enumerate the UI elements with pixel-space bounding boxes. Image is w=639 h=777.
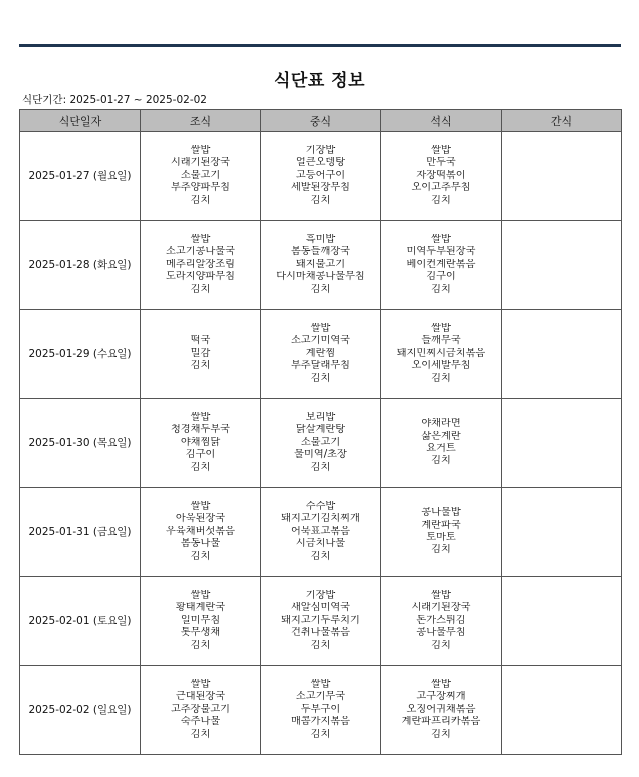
- menu-item: 시금치나물: [295, 538, 346, 550]
- menu-item: 김치: [190, 360, 211, 372]
- menu-item: 소불고기: [180, 169, 221, 181]
- snack-cell: [502, 666, 622, 755]
- menu-item: 계란파국: [421, 519, 461, 531]
- dinner-cell: [381, 310, 502, 399]
- menu-item: 기장밥: [305, 144, 336, 156]
- menu-item: 야채찜닭: [180, 436, 221, 448]
- menu-item: 일미무침: [180, 614, 221, 626]
- header-breakfast: 조식: [141, 110, 261, 132]
- menu-item: 쌀밥: [190, 233, 211, 245]
- dinner-cell: [381, 666, 502, 755]
- menu-item: 베이컨계란볶음: [406, 258, 476, 270]
- menu-item: 쌀밥: [310, 322, 331, 334]
- menu-item: 얼큰오뎅탕: [295, 157, 346, 169]
- menu-item: 보리밥: [305, 411, 336, 423]
- menu-item: 김치: [431, 455, 451, 467]
- header-lunch: 중식: [261, 110, 381, 132]
- menu-item: 요거트: [426, 443, 456, 454]
- menu-item: 김구이: [185, 449, 216, 461]
- menu-item: 도라지양파무침: [166, 271, 235, 283]
- menu-item: 떡국: [190, 335, 211, 347]
- menu-item: 근대된장국: [175, 691, 226, 703]
- menu-item: 김치: [431, 639, 451, 651]
- menu-item: 메추리알장조림: [166, 258, 235, 270]
- table-body: [20, 132, 622, 755]
- breakfast-cell: [141, 399, 261, 488]
- menu-item: 부추달래무침: [290, 360, 351, 372]
- menu-item: 자장떡볶이: [416, 169, 466, 181]
- menu-item: 쌀밥: [190, 500, 211, 512]
- menu-item: 쌀밥: [190, 144, 211, 156]
- menu-item: 황태계란국: [175, 602, 226, 614]
- menu-item: 수수밥: [305, 500, 336, 512]
- table-row: [20, 399, 622, 488]
- table-header-row: [20, 110, 622, 132]
- dinner-cell: [381, 577, 502, 666]
- menu-item: 시래기된장국: [411, 602, 471, 614]
- menu-item: 김치: [310, 639, 331, 651]
- date-cell: 2025-01-31 (금요일): [20, 488, 141, 577]
- menu-item: 봄동나물: [180, 538, 221, 550]
- table-row: [20, 488, 622, 577]
- menu-item: 두부구이: [300, 703, 341, 715]
- lunch-cell: [261, 577, 381, 666]
- menu-item: 미역두부된장국: [406, 246, 476, 258]
- menu-item: 건취나물볶음: [290, 627, 351, 639]
- menu-item: 흑미밥: [305, 233, 336, 245]
- menu-item: 쌀밥: [431, 678, 451, 690]
- menu-item: 콩나물무침: [416, 627, 466, 639]
- menu-item: 새알심미역국: [290, 602, 351, 614]
- menu-item: 쌀밥: [310, 678, 331, 690]
- menu-item: 고추장불고기: [170, 703, 231, 715]
- menu-item: 김치: [310, 372, 331, 384]
- menu-item: 밀감: [190, 347, 211, 359]
- menu-item: 오징어귀채볶음: [406, 703, 476, 715]
- menu-item: 세발된장무침: [290, 182, 351, 194]
- table-row: [20, 310, 622, 399]
- menu-item: 김치: [190, 550, 211, 562]
- snack-cell: [502, 221, 622, 310]
- breakfast-cell: [141, 132, 261, 221]
- menu-item: 쌀밥: [431, 233, 451, 245]
- menu-item: 계란파프리카볶음: [401, 716, 481, 728]
- snack-cell: [502, 577, 622, 666]
- table-row: [20, 221, 622, 310]
- header-dinner: 석식: [381, 110, 502, 132]
- breakfast-cell: [141, 221, 261, 310]
- menu-item: 김치: [310, 461, 331, 473]
- menu-item: 계란찜: [305, 347, 336, 359]
- menu-item: 시래기된장국: [170, 157, 231, 169]
- menu-item: 아욱된장국: [175, 513, 226, 525]
- menu-item: 쌀밥: [431, 144, 451, 156]
- menu-item: 청경채두부국: [170, 424, 231, 436]
- header-snack: 간식: [502, 110, 622, 132]
- menu-item: 쌀밥: [190, 678, 211, 690]
- menu-item: 김치: [190, 461, 211, 473]
- menu-item: 톳무생채: [180, 627, 221, 639]
- lunch-cell: [261, 132, 381, 221]
- menu-item: 김치: [310, 194, 331, 206]
- menu-item: 소고기콩나물국: [166, 246, 235, 258]
- date-cell: 2025-01-29 (수요일): [20, 310, 141, 399]
- menu-item: 다시마채콩나물무침: [276, 271, 365, 283]
- menu-item: 김치: [431, 372, 451, 384]
- menu-item: 돼지민찌시금치볶음: [396, 347, 486, 359]
- snack-cell: [502, 399, 622, 488]
- menu-item: 쌀밥: [190, 589, 211, 601]
- menu-item: 돼지불고기: [295, 258, 346, 270]
- menu-item: 오이세발무침: [411, 360, 471, 372]
- date-cell: 2025-01-28 (화요일): [20, 221, 141, 310]
- menu-item: 김치: [190, 728, 211, 740]
- menu-item: 봄동들깨장국: [290, 246, 351, 258]
- date-cell: 2025-01-27 (월요일): [20, 132, 141, 221]
- lunch-cell: [261, 399, 381, 488]
- menu-item: 토마토: [426, 532, 456, 543]
- menu-item: 닭살계란탕: [295, 424, 346, 436]
- menu-item: 김치: [310, 728, 331, 740]
- date-cell: 2025-01-30 (목요일): [20, 399, 141, 488]
- menu-item: 야채라면: [421, 418, 461, 430]
- menu-item: 김치: [431, 544, 451, 556]
- menu-item: 김치: [190, 639, 211, 651]
- menu-item: 소불고기: [300, 436, 341, 448]
- menu-item: 김치: [310, 283, 331, 295]
- snack-cell: [502, 488, 622, 577]
- menu-item: 소고기미역국: [290, 335, 351, 347]
- table-row: [20, 666, 622, 755]
- breakfast-cell: [141, 488, 261, 577]
- breakfast-cell: [141, 666, 261, 755]
- menu-item: 김치: [310, 550, 331, 562]
- menu-item: 김치: [431, 283, 451, 295]
- date-cell: 2025-02-01 (토요일): [20, 577, 141, 666]
- menu-item: 물미역/초장: [294, 449, 347, 461]
- menu-item: 우육채버섯볶음: [166, 525, 235, 537]
- menu-item: 돼지고기김치찌개: [281, 513, 360, 525]
- meal-table: [19, 109, 622, 755]
- menu-item: 김치: [431, 728, 451, 740]
- menu-item: 쌀밥: [431, 322, 451, 334]
- snack-cell: [502, 310, 622, 399]
- lunch-cell: [261, 310, 381, 399]
- breakfast-cell: [141, 310, 261, 399]
- menu-item: 기장밥: [305, 589, 336, 601]
- menu-item: 돼지고기두루치기: [281, 614, 360, 626]
- dinner-cell: [381, 221, 502, 310]
- breakfast-cell: [141, 577, 261, 666]
- date-cell: 2025-02-02 (일요일): [20, 666, 141, 755]
- menu-item: 들깨무국: [421, 335, 461, 347]
- dinner-cell: [381, 488, 502, 577]
- header-date: 식단일자: [20, 110, 141, 132]
- menu-item: 숙주나물: [180, 716, 221, 728]
- menu-item: 김구이: [426, 271, 456, 283]
- lunch-cell: [261, 666, 381, 755]
- lunch-cell: [261, 488, 381, 577]
- menu-item: 삶은계란: [421, 430, 461, 442]
- dinner-cell: [381, 132, 502, 221]
- menu-item: 어묵표고볶음: [290, 525, 351, 537]
- meal-period: 식단기간: 2025-01-27 ~ 2025-02-02: [22, 94, 207, 106]
- top-divider: [19, 44, 621, 47]
- menu-item: 콩나물밥: [421, 507, 461, 519]
- menu-item: 김치: [431, 194, 451, 206]
- menu-item: 오이고추무침: [411, 182, 471, 194]
- menu-item: 김치: [190, 194, 211, 206]
- lunch-cell: [261, 221, 381, 310]
- snack-cell: [502, 132, 622, 221]
- menu-item: 고구장찌개: [416, 691, 466, 703]
- menu-item: 만두국: [426, 157, 456, 169]
- menu-item: 돈가스튀김: [416, 614, 466, 626]
- menu-item: 쌀밥: [190, 411, 211, 423]
- table-row: [20, 577, 622, 666]
- menu-item: 김치: [190, 283, 211, 295]
- menu-item: 쌀밥: [431, 589, 451, 601]
- table-row: [20, 132, 622, 221]
- menu-item: 매콤가지볶음: [290, 716, 351, 728]
- dinner-cell: [381, 399, 502, 488]
- menu-item: 소고기무국: [295, 691, 346, 703]
- menu-item: 고등어구이: [295, 169, 346, 181]
- menu-item: 부추양파무침: [170, 182, 231, 194]
- page-title: 식단표 정보: [273, 71, 366, 91]
